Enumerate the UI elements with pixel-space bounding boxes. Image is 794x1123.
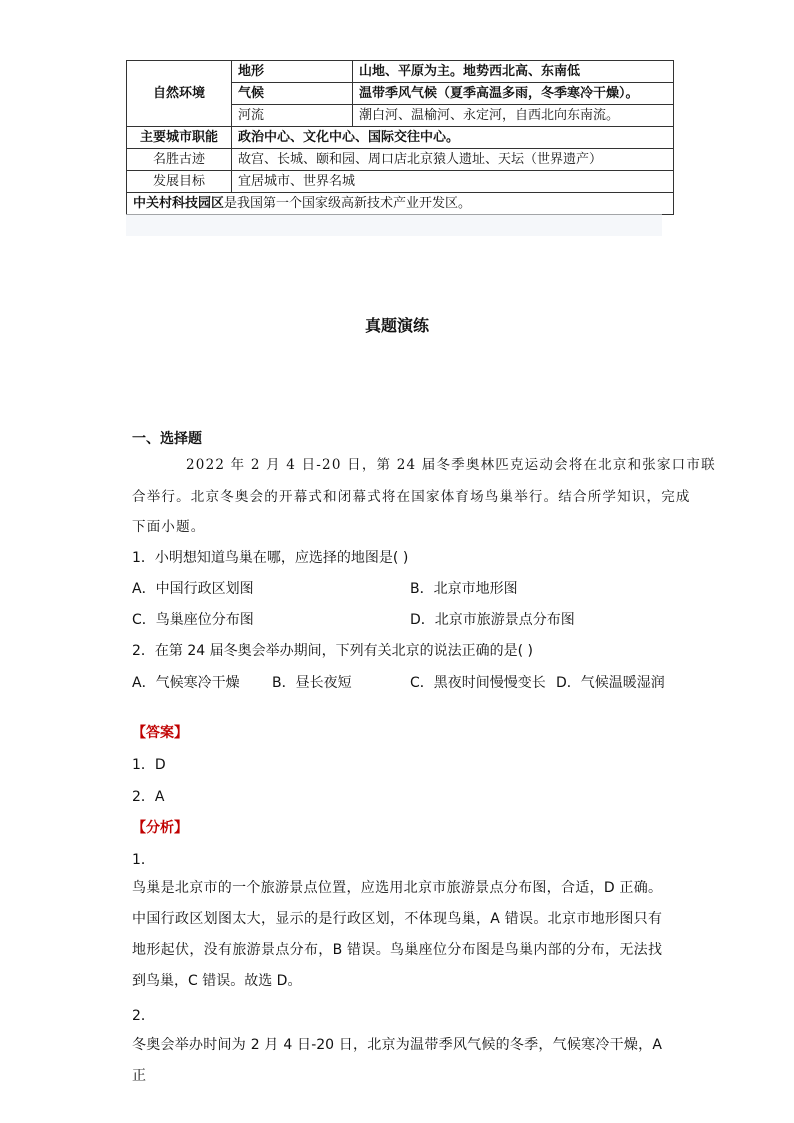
- row-value-goal: 宜居城市、世界名城: [232, 171, 674, 193]
- answer-heading: 【答案】: [132, 725, 188, 741]
- answer-1: 1．D: [132, 757, 166, 773]
- analysis-2-text: 冬奥会举办时间为 2 月 4 日-20 日，北京为温带季风气候的冬季，气候寒冷干燥，A 正: [132, 1037, 662, 1084]
- q2-option-a: A．气候寒冷干燥: [132, 675, 240, 691]
- row-label-climate: 气候: [232, 83, 353, 105]
- table-row: [127, 193, 674, 215]
- analysis-1-number: 1．: [132, 852, 155, 868]
- intro-line-1: 2022 年 2 月 4 日-20 日，第 24 届冬季奥林匹克运动会将在北京和张家口市联: [186, 457, 716, 473]
- beijing-info-table: [126, 60, 674, 215]
- question-1: 1．小明想知道鸟巢在哪，应选择的地图是( ): [132, 550, 409, 566]
- q2-option-d: D．气候温暖湿润: [556, 675, 665, 691]
- category-natural-env: 自然环境: [127, 61, 232, 127]
- section-heading-choice: 一、选择题: [132, 431, 202, 447]
- answer-2: 2．A: [132, 789, 165, 805]
- row-value-climate: 温带季风气候（夏季高温多雨，冬季寒冷干燥）。: [353, 83, 674, 105]
- row-value-sites: 故宫、长城、颐和园、周口店北京猿人遗址、天坛（世界遗产）: [232, 149, 674, 171]
- analysis-2-number: 2．: [132, 1008, 155, 1024]
- row-label-goal: 发展目标: [127, 171, 232, 193]
- intro-line-2: 合举行。北京冬奥会的开幕式和闭幕式将在国家体育场鸟巢举行。结合所学知识，完成: [132, 489, 691, 505]
- table-shadow: [126, 214, 662, 236]
- analysis-heading: 【分析】: [132, 820, 188, 836]
- row-value-terrain: 山地、平原为主。地势西北高、东南低: [353, 61, 674, 83]
- intro-line-3: 下面小题。: [132, 519, 206, 535]
- row-label-sites: 名胜古迹: [127, 149, 232, 171]
- q1-option-b: B．北京市地形图: [410, 581, 518, 597]
- row-label-terrain: 地形: [232, 61, 353, 83]
- row-label-rivers: 河流: [232, 105, 353, 127]
- question-2: 2．在第 24 届冬奥会举办期间，下列有关北京的说法正确的是( ): [132, 643, 533, 659]
- row-label-city-function: 主要城市职能: [127, 127, 232, 149]
- q1-option-d: D．北京市旅游景点分布图: [410, 612, 575, 628]
- analysis-1-text: 鸟巢是北京市的一个旅游景点位置，应选用北京市旅游景点分布图，合适，D 正确。中国行政区划图太大，显示的是行政区划，不体现鸟巢，A 错误。北京市地形图只有地形起伏，没有旅游景点分布，B 错误。鸟巢座位分布图是鸟巢内部的分布，无法找到鸟巢，C 错误。故选 D。: [132, 880, 662, 989]
- note-bold-part: 中关村科技园区: [133, 196, 225, 211]
- zhongguancun-note: [127, 193, 674, 215]
- table-row: [127, 61, 674, 83]
- table-row: [127, 149, 674, 171]
- q2-option-c: C．黑夜时间慢慢变长: [410, 675, 546, 691]
- table-row: [127, 171, 674, 193]
- row-value-city-function: 政治中心、文化中心、国际交往中心。: [232, 127, 674, 149]
- row-value-rivers: 潮白河、温榆河、永定河，自西北向东南流。: [353, 105, 674, 127]
- q1-option-a: A．中国行政区划图: [132, 581, 254, 597]
- section-title: 真题演练: [364, 316, 429, 335]
- q1-option-c: C．鸟巢座位分布图: [132, 612, 254, 628]
- note-rest-part: 是我国第一个国家级高新技术产业开发区。: [224, 196, 472, 211]
- table-row: [127, 127, 674, 149]
- q2-option-b: B．昼长夜短: [272, 675, 352, 691]
